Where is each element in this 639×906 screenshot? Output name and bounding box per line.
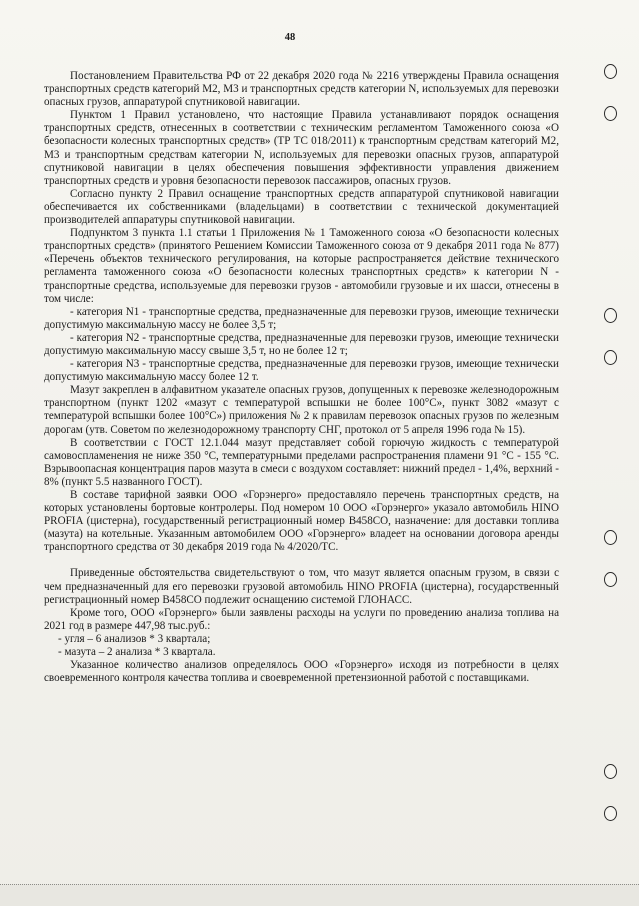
list-item: - категория N3 - транспортные средства, предназначенные для перевозки грузов, имеющие технически допустимую максимальную массу более 12 т. <box>44 358 559 384</box>
punch-hole-icon <box>604 350 617 365</box>
list-item: - категория N1 - транспортные средства, предназначенные для перевозки грузов, имеющие технически допустимую максимальную массу не более 3,5 т; <box>44 305 559 331</box>
list-item: - угля – 6 анализов * 3 квартала; <box>58 632 211 645</box>
scan-bottom-edge <box>0 884 639 906</box>
punch-hole-icon <box>604 572 617 587</box>
punch-hole-icon <box>604 308 617 323</box>
document-body <box>44 70 559 685</box>
paragraph: Согласно пункту 2 Правил оснащение транспортных средств аппаратурой спутниковой навигации обеспечивается их собственниками (владельцами) в соответствии с технической документацией производителей аппаратуры спутниковой навигации. <box>44 187 559 227</box>
paragraph: В соответствии с ГОСТ 12.1.044 мазут представляет собой горючую жидкость с температурой самовоспламенения не ниже 350 °С, температурными пределами распространения пламени 91 °С - 155 °С. Взрывоопасная концентрация паров мазута в смеси с воздухом составляет: нижний предел - 1,4%, верхний - 8% (пункт 5.5 названного ГОСТ). <box>44 436 559 488</box>
paragraph: Кроме того, ООО «Горэнерго» были заявлены расходы на услуги по проведению анализа топлива на 2021 год в размере 447,98 тыс.руб.: <box>44 606 559 632</box>
paragraph: В составе тарифной заявки ООО «Горэнерго» предоставляло перечень транспортных средств, на которых установлены бортовые контролеры. Под номером 10 ООО «Горэнерго» указало автомобиль HINO PROFIA (цистерна), государственный регистрационный номер В458СО, назначение: для доставки топлива (мазута) на котельные. Указанным автомобилем ООО «Горэнерго» владеет на основании договора аренды транспортного средства от 30 декабря 2019 года № 4/2020/ТС. <box>44 489 559 554</box>
punch-hole-icon <box>604 530 617 545</box>
punch-hole-icon <box>604 806 617 821</box>
paragraph: Приведенные обстоятельства свидетельствуют о том, что мазут является опасным грузом, в связи с чем предназначенный для его перевозки грузовой автомобиль HINO PROFIA (цистерна), государственный регистрационный номер В458СО подлежит оснащению системой ГЛОНАСС. <box>44 567 559 606</box>
paragraph: Мазут закреплен в алфавитном указателе опасных грузов, допущенных к перевозке железнодорожным транспортном (пункт 1202 «мазут с температурой вспышки не более 100°С», пункт 3082 «мазут с температурой вспышки более 100°С») приложения № 2 к правилам перевозок опасных грузов по железным дорогам (утв. Советом по железнодорожному транспорту СНГ, протокол от 5 апреля 1996 года № 15). <box>44 384 559 436</box>
paragraph: Подпунктом 3 пункта 1.1 статьи 1 Приложения № 1 Таможенного союза «О безопасности колесных транспортных средств» (принятого Решением Комиссии Таможенного союза от 9 декабря 2011 года № 877) «Перечень объектов технического регулирования, на которые распространяется действие технического регламента таможенного союза «О безопасности колесных транспортных средств» к категории N - транспортные средства, используемые для перевозки грузов - автомобили грузовые и их шасси, отнесены в том числе: <box>44 227 559 305</box>
page-number: 48 <box>284 32 296 43</box>
punch-hole-icon <box>604 764 617 779</box>
list-item: - категория N2 - транспортные средства, предназначенные для перевозки грузов, имеющие технически допустимую максимальную массу свыше 3,5 т, но не более 12 т; <box>44 331 559 357</box>
paragraph: Постановлением Правительства РФ от 22 декабря 2020 года № 2216 утверждены Правила оснащения транспортных средств категорий М2, М3 и транспортных средств категории N, используемых для перевозки опасных грузов, аппаратурой спутниковой навигации. <box>44 70 559 109</box>
punch-hole-icon <box>604 106 617 121</box>
paragraph: Пунктом 1 Правил установлено, что настоящие Правила устанавливают порядок оснащения транспортных средств, отнесенных в соответствии с техническим регламентом Таможенного союза «О безопасности колесных транспортных средств» (ТР ТС 018/2011) к транспортным средствам категорий М2, М3 и транспортным средствам категории N, используемых для перевозки опасных грузов, аппаратурой спутниковой навигации в целях обеспечения повышения эффективности управления движением транспортных средств и уровня безопасности перевозок пассажиров, опасных грузов. <box>44 109 559 187</box>
paragraph: Указанное количество анализов определялось ООО «Горэнерго» исходя из потребности в целях своевременного контроля качества топлива и своевременной претензионной работой с поставщиками. <box>44 659 559 685</box>
punch-hole-icon <box>604 64 617 79</box>
list-item: - мазута – 2 анализа * 3 квартала. <box>58 646 216 659</box>
